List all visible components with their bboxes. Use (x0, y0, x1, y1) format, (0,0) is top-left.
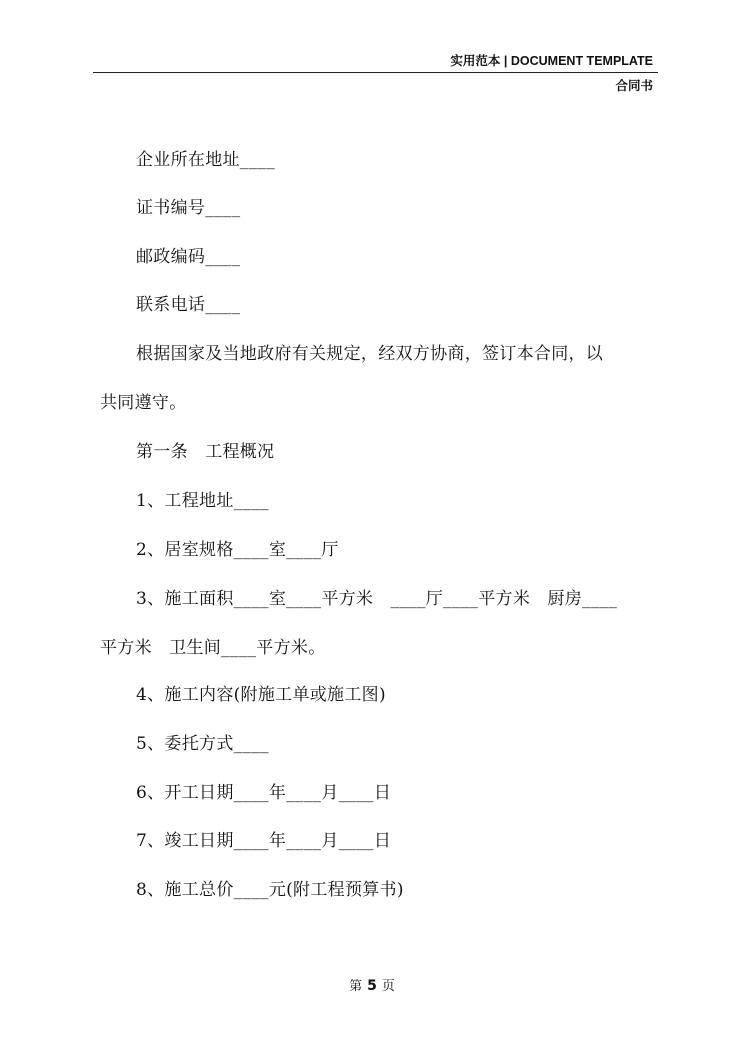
line-phone: 联系电话____ (136, 295, 241, 315)
document-header (450, 53, 653, 70)
line-item-3: 3、施工面积____室____平方米 ____厅____平方米 厨房____ (136, 589, 618, 609)
line-agreement-intro: 根据国家及当地政府有关规定，经双方协商，签订本合同，以 (136, 344, 604, 364)
line-item-6: 6、开工日期____年____月____日 (136, 783, 392, 803)
line-agreement-intro-cont: 共同遵守。 (100, 393, 187, 413)
line-item-1: 1、工程地址____ (136, 491, 269, 511)
line-item-3-cont: 平方米 卫生间____平方米。 (100, 638, 326, 658)
page-label-prefix: 第 (349, 979, 363, 994)
line-certificate-number: 证书编号____ (136, 198, 241, 218)
header-divider (93, 72, 658, 73)
line-item-7: 7、竣工日期____年____月____日 (136, 831, 392, 851)
line-item-4: 4、施工内容(附施工单或施工图) (136, 685, 386, 705)
header-subtitle: 合同书 (615, 79, 653, 93)
line-item-2: 2、居室规格____室____厅 (136, 540, 339, 560)
line-company-address: 企业所在地址____ (136, 150, 275, 170)
page-footer (0, 975, 744, 994)
page-label-suffix: 页 (381, 979, 395, 994)
line-item-5: 5、委托方式____ (136, 734, 269, 754)
line-item-8: 8、施工总价____元(附工程预算书) (136, 880, 404, 900)
line-postal-code: 邮政编码____ (136, 247, 241, 267)
header-title: 实用范本 | DOCUMENT TEMPLATE (450, 54, 653, 68)
page-number: 5 (367, 978, 377, 994)
section-heading-article-1: 第一条 工程概况 (136, 442, 275, 462)
